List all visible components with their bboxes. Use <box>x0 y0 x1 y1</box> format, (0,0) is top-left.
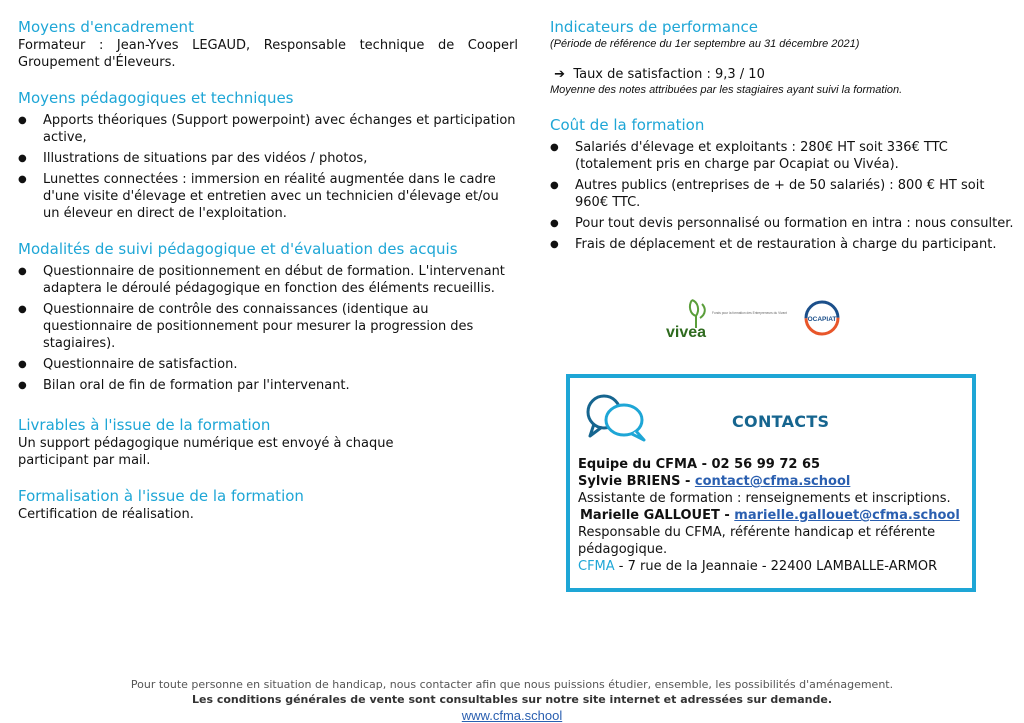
address <box>578 558 968 575</box>
vivea-logo <box>662 292 787 342</box>
section-encadrement <box>18 18 518 71</box>
list-item: ● Questionnaire de contrôle des connaissances (identique au questionnaire de positionnement pour mesurer la progression des stagiaires). <box>18 301 518 352</box>
section-indicateurs <box>550 18 1020 98</box>
section-formalisation <box>18 487 518 523</box>
left-column <box>18 18 518 541</box>
contact-details <box>578 456 968 575</box>
partner-logos <box>662 292 862 342</box>
ocapiat-logo <box>802 298 842 338</box>
section-cout <box>550 116 1020 253</box>
section-pedagogiques <box>18 89 518 222</box>
bullet-list <box>18 263 518 394</box>
list-item: ● Autres publics (entreprises de + de 50 salariés) : 800 € HT soit 960€ TTC. <box>550 177 1020 211</box>
section-title: Moyens d'encadrement <box>18 18 194 36</box>
website-link[interactable]: www.cfma.school <box>461 708 563 723</box>
list-item: ● Questionnaire de positionnement en début de formation. L'intervenant adaptera le déroulé pédagogique en fonction des éléments recueillis. <box>18 263 518 297</box>
list-item: ● Apports théoriques (Support powerpoint) avec échanges et participation active, <box>18 112 518 146</box>
right-column <box>550 18 1020 271</box>
section-title: Livrables à l'issue de la formation <box>18 416 271 434</box>
section-text: Certification de réalisation. <box>18 507 194 522</box>
list-item: ● Questionnaire de satisfaction. <box>18 356 518 373</box>
list-item: ● Frais de déplacement et de restauration à charge du participant. <box>550 236 1020 253</box>
contacts-box <box>566 374 976 592</box>
footer-terms-note: Les conditions générales de vente sont consultables sur notre site internet et adressées sur demande. <box>192 693 832 706</box>
bullet-list <box>18 112 518 222</box>
section-suivi <box>18 240 518 394</box>
contact-role: Responsable du CFMA, référente handicap et référente pédagogique. <box>578 525 936 557</box>
ocapiat-wordmark: OCAPIAT <box>807 316 837 323</box>
section-livrables <box>18 416 518 469</box>
address-prefix: CFMA <box>578 559 615 574</box>
vivea-tagline: Fonds pour la formation des Entrepreneurs du Vivant <box>712 311 787 315</box>
list-item: ● Bilan oral de fin de formation par l'intervenant. <box>18 377 518 394</box>
contact-person <box>578 507 968 524</box>
section-title: Formalisation à l'issue de la formation <box>18 487 304 505</box>
reference-period: (Période de référence du 1er septembre au 31 décembre 2021) <box>550 38 860 50</box>
address-text: - 7 rue de la Jeannaie - 22400 LAMBALLE-ARMOR <box>614 559 938 574</box>
list-item: ● Illustrations de situations par des vidéos / photos, <box>18 150 518 167</box>
email-link[interactable]: contact@cfma.school <box>694 474 851 489</box>
contact-name: Sylvie BRIENS - <box>578 474 695 489</box>
section-title: Coût de la formation <box>550 116 705 134</box>
list-item: ● Pour tout devis personnalisé ou formation en intra : nous consulter. <box>550 215 1020 232</box>
bullet-list <box>550 139 1020 253</box>
contact-person <box>578 473 968 490</box>
section-title: Moyens pédagogiques et techniques <box>18 89 294 107</box>
contacts-title: CONTACTS <box>732 412 830 431</box>
arrow-icon: ➔ <box>554 67 566 82</box>
contact-name: Marielle GALLOUET - <box>580 508 735 523</box>
satisfaction-line <box>550 66 1020 83</box>
list-item: ● Salariés d'élevage et exploitants : 280€ HT soit 336€ TTC (totalement pris en charge par Ocapiat ou Vivéa). <box>550 139 1020 173</box>
vivea-wordmark: vivea <box>666 324 707 341</box>
section-title: Modalités de suivi pédagogique et d'évaluation des acquis <box>18 240 458 258</box>
section-text: Formateur : Jean-Yves LEGAUD, Responsable technique de Cooperl Groupement d'Éleveurs. <box>18 38 518 70</box>
section-text: Un support pédagogique numérique est envoyé à chaque participant par mail. <box>18 436 394 468</box>
satisfaction-rate: Taux de satisfaction : 9,3 / 10 <box>573 67 765 82</box>
footer-accessibility-note: Pour toute personne en situation de handicap, nous contacter afin que nous puissions étudier, ensemble, les possibilités d'aménagement. <box>130 678 894 691</box>
contact-role: Assistante de formation : renseignements et inscriptions. <box>578 491 951 506</box>
satisfaction-note: Moyenne des notes attribuées par les stagiaires ayant suivi la formation. <box>550 84 903 96</box>
chat-bubbles-icon <box>582 390 652 446</box>
team-phone: Equipe du CFMA - 02 56 99 72 65 <box>578 457 821 472</box>
email-link[interactable]: marielle.gallouet@cfma.school <box>734 508 960 523</box>
section-title: Indicateurs de performance <box>550 18 759 36</box>
list-item: ● Lunettes connectées : immersion en réalité augmentée dans le cadre d'une visite d'élevage et entretien avec un technicien d'élevage et/ou un éleveur en direct de l'exploitation. <box>18 171 518 222</box>
